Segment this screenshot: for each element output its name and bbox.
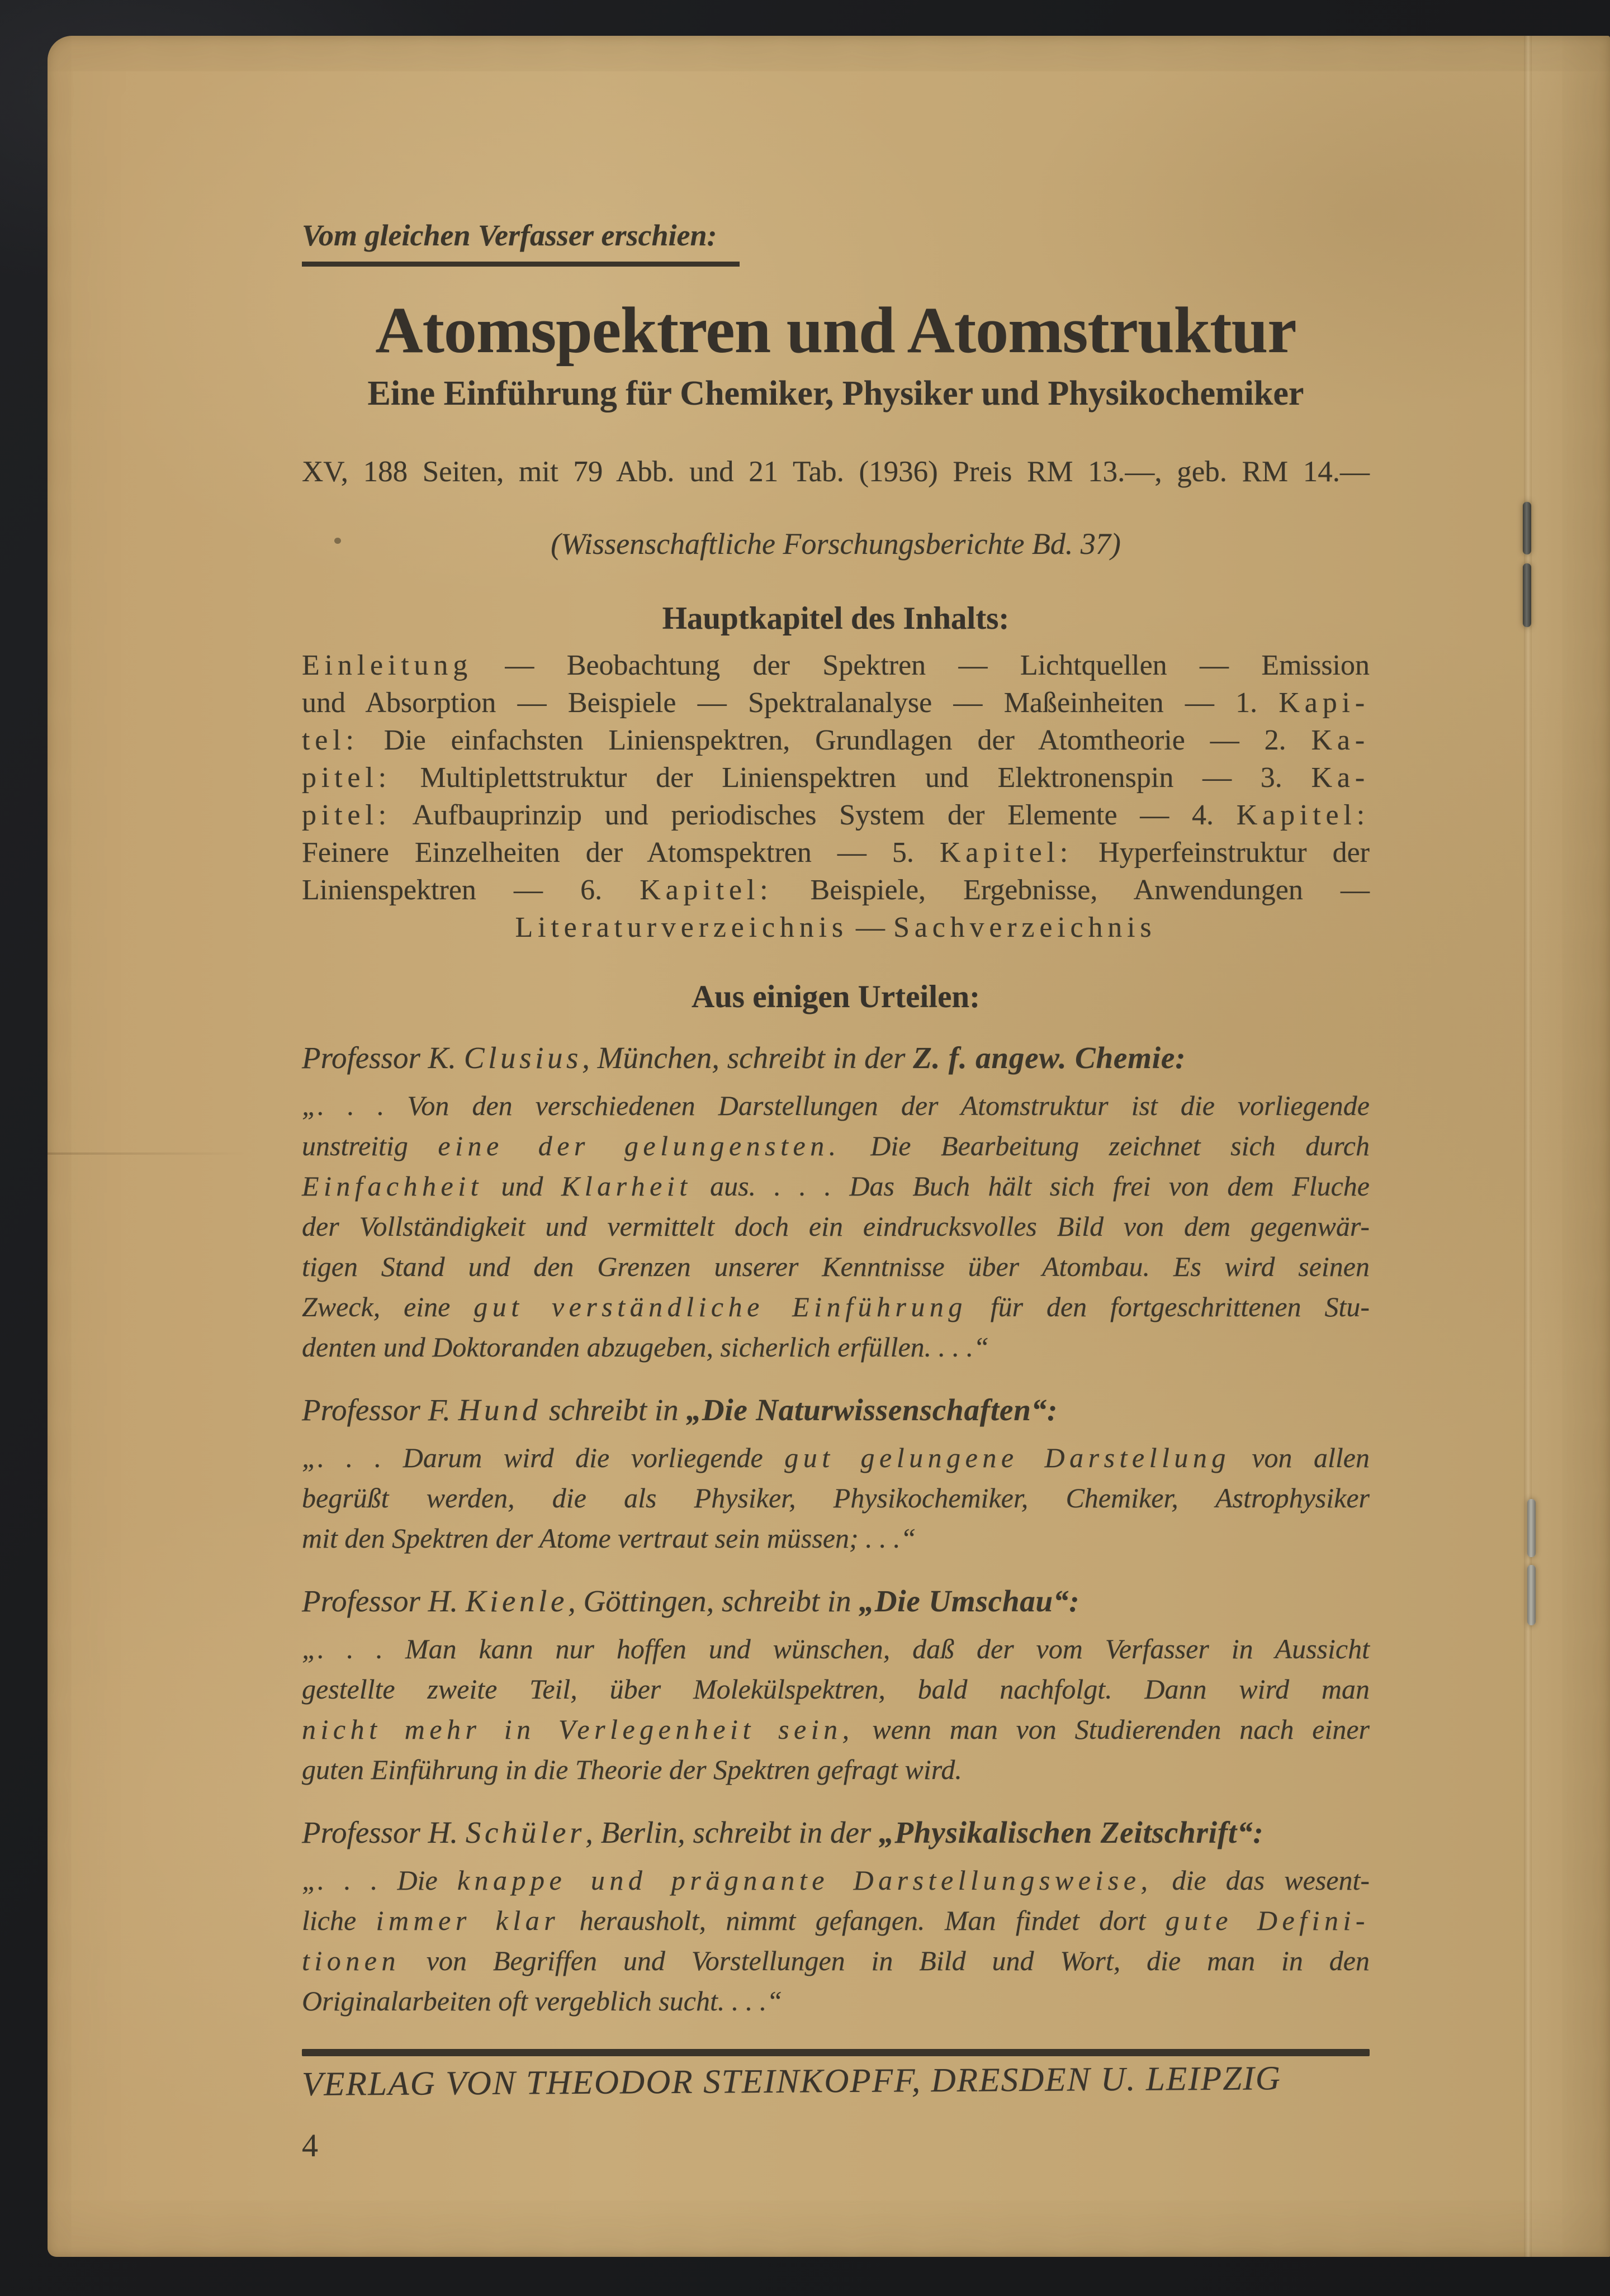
text-segment: — Beobachtung der Spektren — Lichtquellen — Emission xyxy=(472,649,1370,681)
review-block xyxy=(302,1814,1370,2021)
text-segment: Z. f. angew. Chemie: xyxy=(913,1040,1186,1075)
text-segment: Kapitel: xyxy=(1236,799,1370,831)
text-segment: Schüler xyxy=(465,1815,586,1849)
text-segment: herausholt, nimmt gefangen. Man findet dort xyxy=(560,1904,1166,1936)
review-source-line xyxy=(302,1392,1370,1429)
text-segment: gute Defini- xyxy=(1165,1904,1370,1936)
horizontal-crease xyxy=(48,1152,249,1155)
text-segment: eine der gelungensten. xyxy=(438,1130,841,1161)
quote-line xyxy=(302,1478,1370,1518)
contents-line xyxy=(302,871,1370,909)
text-segment: Ka- xyxy=(1311,724,1370,756)
review-quote xyxy=(302,1629,1370,1790)
text-segment: , Göttingen, schreibt in xyxy=(568,1583,859,1618)
publisher-line: VERLAG VON THEODOR STEINKOPFF, DRESDEN U. LEIPZIG xyxy=(301,2060,1282,2103)
quote-line xyxy=(302,1126,1370,1166)
staple-top-lower-leg xyxy=(1523,563,1531,627)
text-segment: Clusius xyxy=(463,1040,583,1075)
text-segment: „. . . Die xyxy=(302,1864,457,1896)
text-segment: Zweck, eine xyxy=(302,1291,474,1322)
quote-line xyxy=(302,1166,1370,1206)
text-segment: Einfachheit xyxy=(302,1170,483,1202)
reviews-section xyxy=(302,1040,1370,2021)
review-quote xyxy=(302,1085,1370,1367)
staple-top xyxy=(1523,502,1531,627)
text-segment: „Physikalischen Zeitschrift“: xyxy=(879,1815,1264,1849)
text-segment: die das wesent- xyxy=(1152,1864,1370,1896)
pre-title: Vom gleichen Verfasser erschien: xyxy=(302,218,740,267)
text-segment: „. . . Darum wird die vorliegende xyxy=(302,1441,785,1473)
text-segment: Sachverzeichnis xyxy=(893,911,1157,943)
text-segment: Beispiele, Ergebnisse, Anwendungen — xyxy=(773,874,1370,906)
page-number: 4 xyxy=(302,2127,318,2164)
text-segment: Professor H. xyxy=(302,1583,466,1618)
text-segment: Kienle xyxy=(465,1583,569,1618)
text-segment: liche xyxy=(302,1904,376,1936)
text-segment: „Die Umschau“: xyxy=(859,1583,1080,1618)
staple-bottom-upper-leg xyxy=(1527,1499,1536,1557)
text-segment: Kapitel: xyxy=(640,874,773,906)
quote-line xyxy=(302,1085,1370,1126)
text-segment: aus. . . . Das Buch hält sich frei von dem Fluche xyxy=(692,1170,1370,1202)
contents-line xyxy=(302,834,1370,871)
text-segment: Die einfachsten Linienspektren, Grundlagen der Atomtheorie — 2. xyxy=(358,724,1311,756)
quote-line xyxy=(302,1749,1370,1790)
text-segment: „. . . Von den verschiedenen Darstellungen der Atomstruktur ist die vorliegende xyxy=(302,1089,1370,1121)
text-segment: Die Bearbeitung zeichnet sich durch xyxy=(840,1130,1370,1161)
text-segment: denten und Doktoranden abzugeben, sicherlich erfüllen. . . .“ xyxy=(302,1331,989,1363)
text-segment: pitel: xyxy=(302,761,391,794)
contents-line xyxy=(302,722,1370,759)
contents-line xyxy=(302,909,1370,946)
quote-line xyxy=(302,1629,1370,1669)
text-segment: Hund xyxy=(458,1392,542,1427)
page-content xyxy=(48,36,1610,2257)
text-segment: wenn man von Studierenden nach einer xyxy=(854,1713,1370,1745)
text-segment: Feinere Einzelheiten der Atomspektren — 5. xyxy=(302,836,940,869)
text-segment: , Berlin, schreibt in der xyxy=(585,1815,879,1849)
text-segment: Literaturverzeichnis xyxy=(515,911,848,943)
text-segment: tigen Stand und den Grenzen unserer Kenntnisse über Atombau. Es wird seinen xyxy=(302,1250,1370,1282)
ink-spot xyxy=(334,538,341,544)
review-source-line xyxy=(302,1040,1370,1076)
text-segment: „Die Naturwissenschaften“: xyxy=(686,1392,1058,1427)
reviews-heading: Aus einigen Urteilen: xyxy=(691,979,981,1014)
text-segment: , München, schreibt in der xyxy=(582,1040,913,1075)
text-segment: — xyxy=(847,911,894,943)
review-block xyxy=(302,1040,1370,1367)
text-segment: Klarheit xyxy=(561,1170,692,1202)
text-segment: gestellte zweite Teil, über Molekülspektren, bald nachfolgt. Dann wird man xyxy=(302,1673,1370,1705)
contents-paragraph xyxy=(302,647,1370,946)
text-segment: Professor H. xyxy=(302,1815,466,1849)
pre-title-row xyxy=(302,218,1370,267)
text-segment: Originalarbeiten oft vergeblich sucht. . . .“ xyxy=(302,1985,783,2017)
text-segment: tel: xyxy=(302,724,359,756)
text-segment: schreibt in xyxy=(541,1392,686,1427)
text-segment: knappe und prägnante Darstellungsweise, xyxy=(457,1864,1153,1896)
text-segment: Aufbauprinzip und periodisches System der Elemente — 4. xyxy=(391,799,1237,831)
fold-shading xyxy=(1532,36,1610,2257)
text-segment: für den fortgeschrittenen Stu- xyxy=(967,1291,1370,1322)
review-quote xyxy=(302,1860,1370,2021)
text-segment: Hyperfeinstruktur der xyxy=(1073,836,1370,869)
staple-top-upper-leg xyxy=(1523,502,1531,554)
text-segment: der Vollständigkeit und vermittelt doch ein eindrucksvolles Bild von dem gegenwär- xyxy=(302,1210,1370,1242)
contents-line xyxy=(302,796,1370,834)
text-segment: „. . . Man kann nur hoffen und wünschen, daß der vom Verfasser in Aussicht xyxy=(302,1633,1370,1664)
text-segment: begrüßt werden, die als Physiker, Physikochemiker, Chemiker, Astrophysiker xyxy=(302,1482,1370,1514)
book-advertisement-page xyxy=(48,36,1610,2257)
quote-line xyxy=(302,1709,1370,1749)
text-segment: Einleitung xyxy=(302,649,473,681)
quote-line xyxy=(302,1246,1370,1287)
contents-line xyxy=(302,759,1370,796)
text-segment: von allen xyxy=(1230,1441,1370,1473)
staple-bottom-lower-leg xyxy=(1527,1565,1536,1625)
quote-line xyxy=(302,1900,1370,1941)
quote-line xyxy=(302,1327,1370,1367)
quote-line xyxy=(302,1860,1370,1900)
text-segment: mit den Spektren der Atome vertraut sein müssen; . . .“ xyxy=(302,1522,916,1554)
staple-bottom xyxy=(1527,1499,1536,1625)
text-segment: und xyxy=(483,1170,561,1202)
text-segment: Professor F. xyxy=(302,1392,458,1427)
text-segment: pitel: xyxy=(302,799,391,831)
contents-line xyxy=(302,647,1370,684)
text-segment: Kapi- xyxy=(1278,686,1370,719)
text-segment: von Begriffen und Vorstellungen in Bild und Wort, die man in den xyxy=(400,1944,1370,1976)
quote-line xyxy=(302,1206,1370,1246)
quote-line xyxy=(302,1438,1370,1478)
book-title: Atomspektren und Atomstruktur xyxy=(375,293,1296,367)
text-segment: guten Einführung in die Theorie der Spektren gefragt wird. xyxy=(302,1753,962,1785)
series-line: (Wissenschaftliche Forschungsberichte Bd. 37) xyxy=(551,526,1121,561)
edition-line: XV, 188 Seiten, mit 79 Abb. und 21 Tab. (1936) Preis RM 13.—, geb. RM 14.— xyxy=(302,455,1370,488)
review-source-line xyxy=(302,1583,1370,1620)
text-segment: Ka- xyxy=(1311,761,1370,794)
quote-line xyxy=(302,1287,1370,1327)
text-segment: Multiplettstruktur der Linienspektren und Elektronenspin — 3. xyxy=(391,761,1311,794)
text-segment: immer klar xyxy=(376,1904,560,1936)
text-segment: Professor K. xyxy=(302,1040,464,1075)
review-source-line xyxy=(302,1814,1370,1851)
quote-line xyxy=(302,1518,1370,1558)
contents-line xyxy=(302,684,1370,722)
text-segment: Kapitel: xyxy=(939,836,1073,869)
text-segment: gut verständliche Einführung xyxy=(473,1291,967,1322)
text-segment: unstreitig xyxy=(302,1130,438,1161)
text-segment: Linienspektren — 6. xyxy=(302,874,640,906)
text-segment: und Absorption — Beispiele — Spektralanalyse — Maßeinheiten — 1. xyxy=(302,686,1279,719)
review-block xyxy=(302,1583,1370,1790)
quote-line xyxy=(302,1669,1370,1709)
contents-heading: Hauptkapitel des Inhalts: xyxy=(662,600,1010,636)
book-subtitle: Eine Einführung für Chemiker, Physiker und Physikochemiker xyxy=(367,374,1304,412)
quote-line xyxy=(302,1941,1370,1981)
text-segment: gut gelungene Darstellung xyxy=(784,1441,1230,1473)
publisher-rule xyxy=(302,2049,1370,2056)
text-segment: tionen xyxy=(302,1944,400,1976)
text-segment: nicht mehr in Verlegenheit sein, xyxy=(302,1713,854,1745)
quote-line xyxy=(302,1981,1370,2021)
vertical-fold-crease xyxy=(1524,36,1532,2257)
review-quote xyxy=(302,1438,1370,1558)
review-block xyxy=(302,1392,1370,1558)
